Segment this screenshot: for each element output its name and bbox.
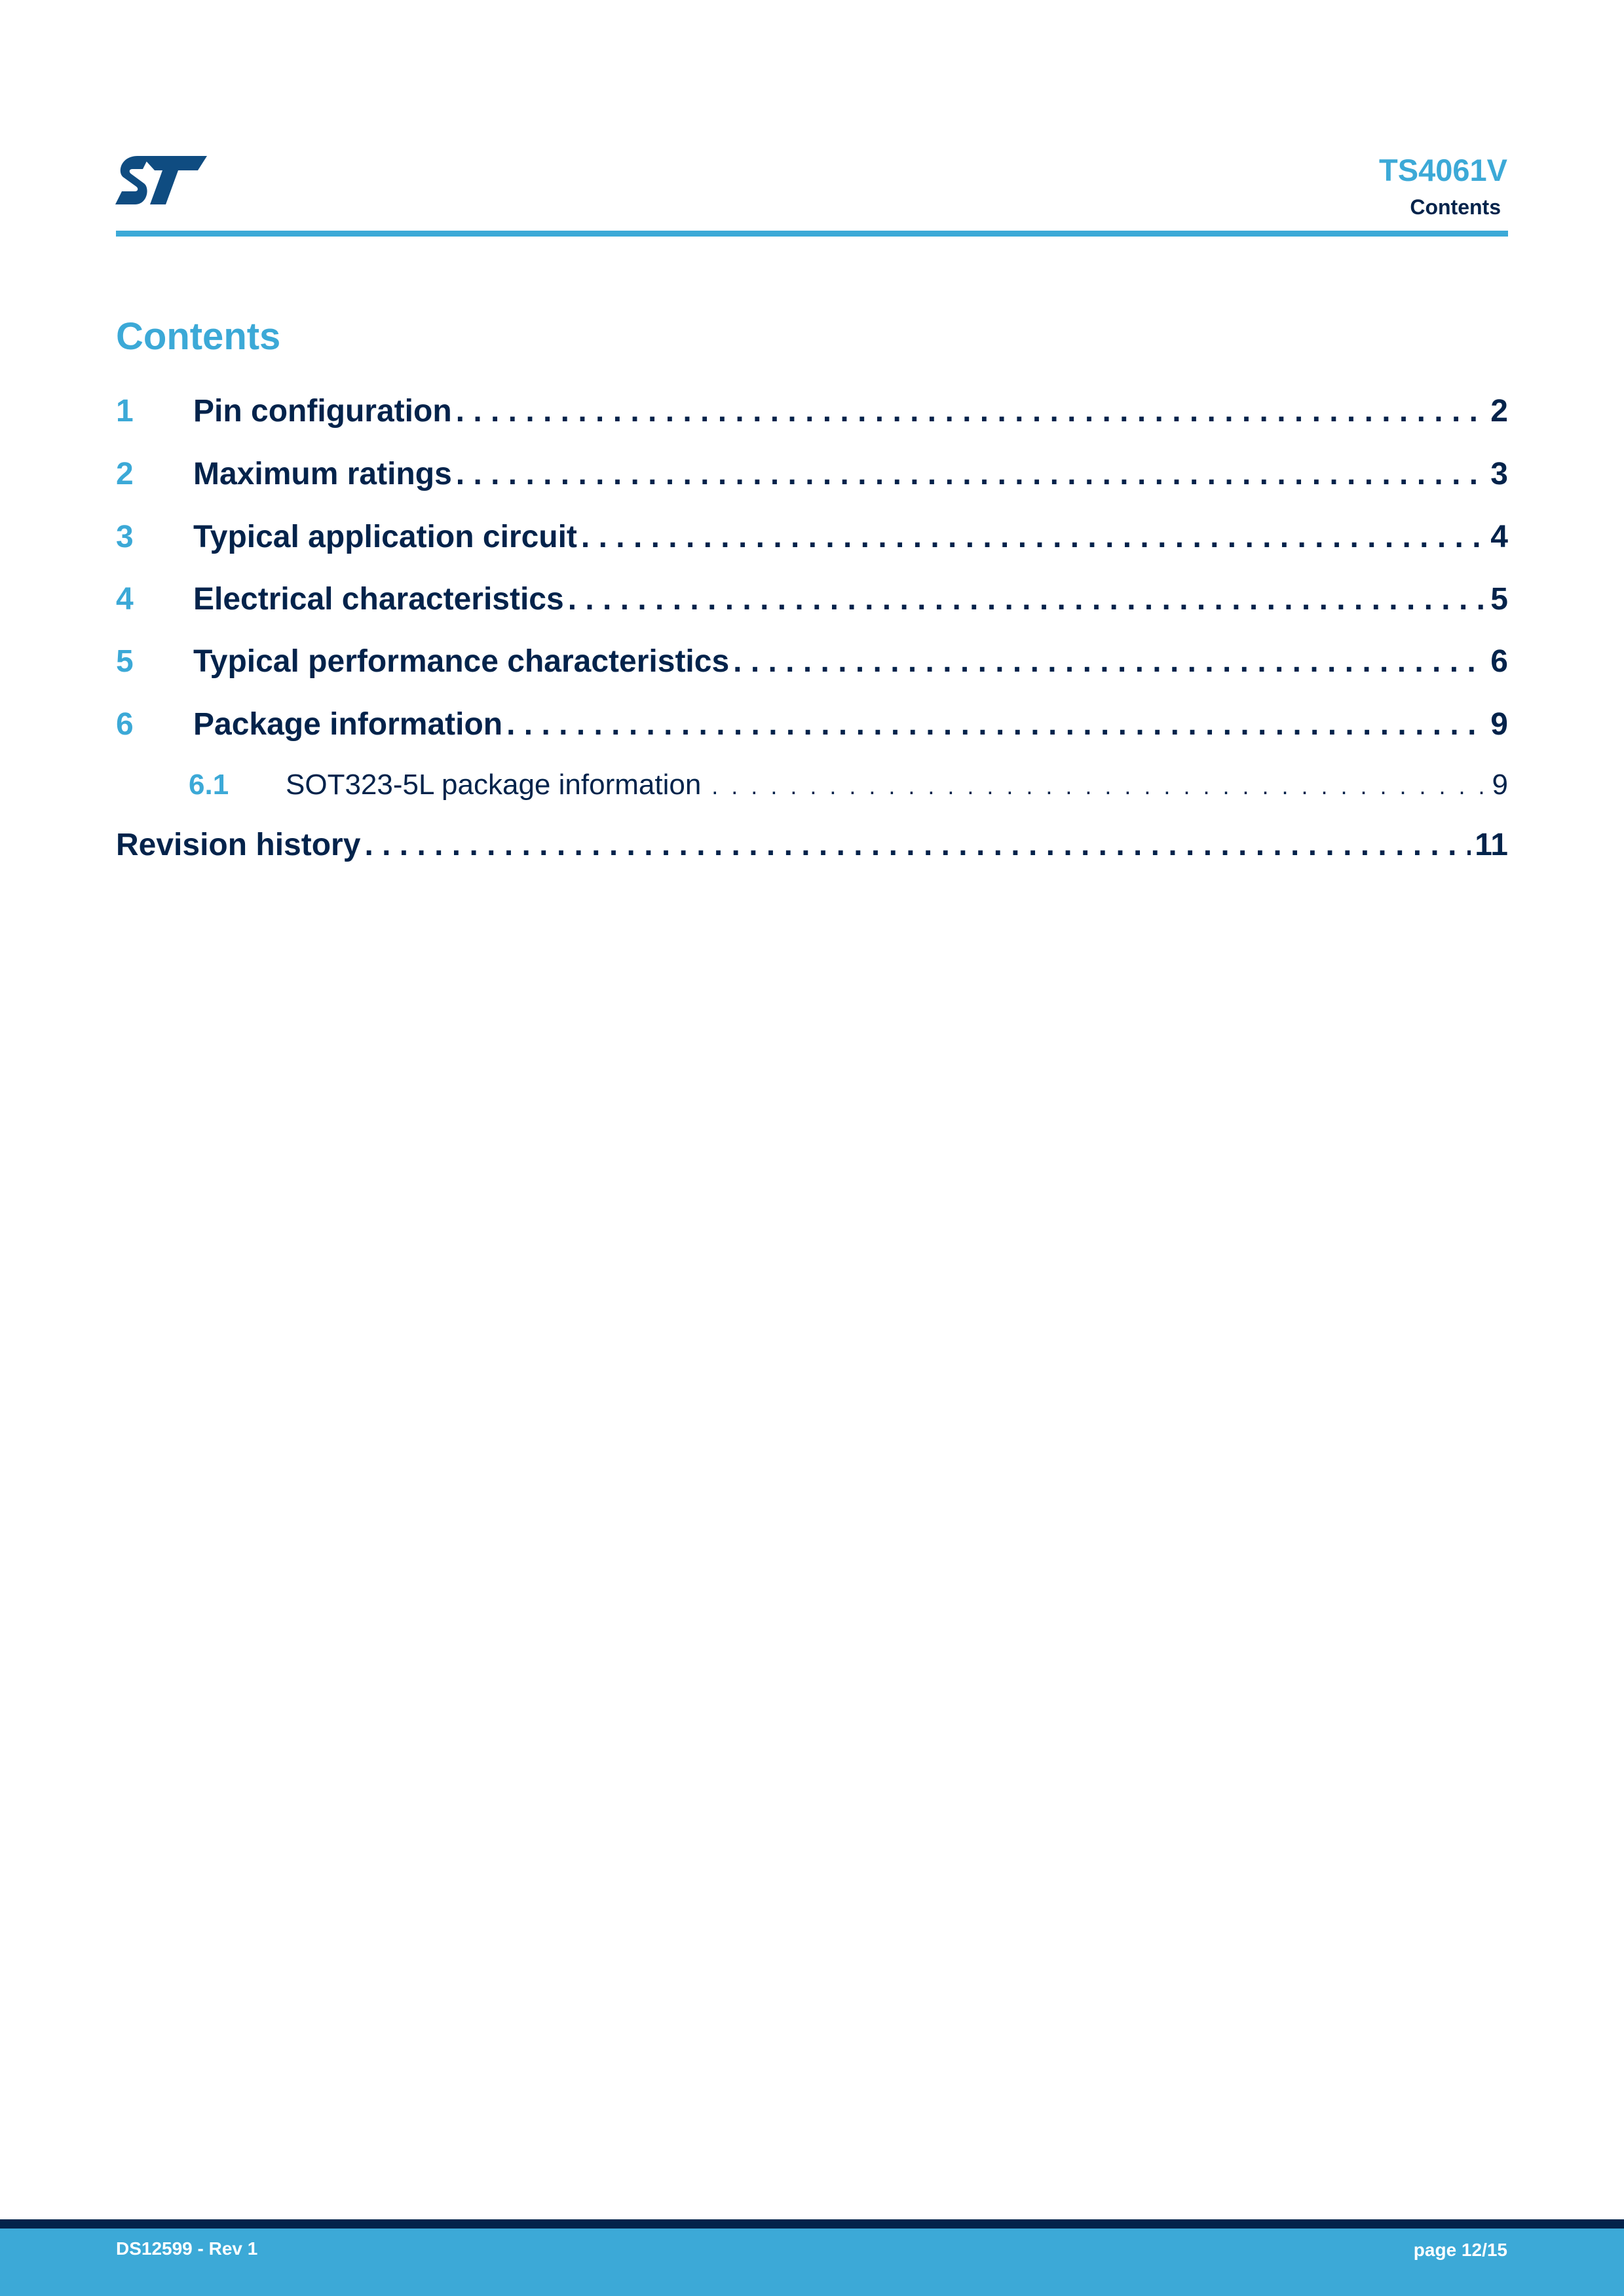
dot-leader — [581, 516, 1486, 558]
toc-entry-number: 4 — [116, 582, 134, 617]
toc-entry-number: 5 — [116, 644, 134, 679]
toc-entry-page: 6 — [1490, 644, 1508, 679]
toc-entry-number: 6 — [116, 707, 134, 742]
page-number: page 12/15 — [1413, 2240, 1507, 2260]
dot-leader — [506, 704, 1486, 746]
document-reference: DS12599 - Rev 1 — [116, 2238, 258, 2259]
toc-subentry-6-1[interactable] — [189, 765, 1508, 805]
toc-entry-1[interactable] — [116, 391, 1508, 432]
st-logo-icon — [115, 155, 208, 206]
toc-title: Contents — [116, 315, 281, 358]
page-header — [1379, 149, 1507, 223]
toc-entry-label: Package information — [193, 707, 503, 742]
toc-entry-page: 11 — [1475, 828, 1508, 862]
toc-entry-number: 2 — [116, 457, 134, 491]
document-id: TS4061V — [1379, 153, 1507, 187]
toc-subentry-label: SOT323-5L package information — [286, 769, 702, 801]
toc-entry-label: Maximum ratings — [193, 457, 452, 491]
toc-entry-page: 3 — [1490, 457, 1508, 491]
toc-entry-page: 5 — [1490, 582, 1508, 617]
dot-leader — [733, 641, 1486, 683]
toc-entry-label: Revision history — [116, 828, 361, 862]
dot-leader — [568, 579, 1487, 621]
dot-leader — [456, 391, 1487, 432]
toc-entry-page: 2 — [1490, 394, 1508, 429]
toc-entry-revision-history[interactable] — [116, 824, 1508, 866]
dot-leader — [705, 765, 1488, 806]
toc-subentry-number: 6.1 — [189, 769, 229, 801]
toc-entry-5[interactable] — [116, 641, 1508, 683]
toc-entry-6[interactable] — [116, 704, 1508, 746]
toc-entry-label: Typical performance characteristics — [193, 644, 730, 679]
toc-entry-label: Typical application circuit — [193, 520, 577, 554]
toc-entry-4[interactable] — [116, 579, 1508, 621]
dot-leader — [456, 453, 1487, 495]
toc-entry-page: 9 — [1490, 707, 1508, 742]
header-divider — [116, 231, 1508, 237]
toc-subentry-page: 9 — [1492, 769, 1508, 801]
toc-entry-number: 3 — [116, 520, 134, 554]
toc-entry-label: Pin configuration — [193, 394, 452, 429]
footer-divider — [0, 2219, 1624, 2229]
toc-entry-number: 1 — [116, 394, 134, 429]
toc-entry-2[interactable] — [116, 453, 1508, 495]
toc-entry-3[interactable] — [116, 516, 1508, 558]
toc-entry-label: Electrical characteristics — [193, 582, 564, 617]
dot-leader — [364, 824, 1471, 866]
section-name: Contents — [1410, 195, 1501, 219]
toc-entry-page: 4 — [1490, 520, 1508, 554]
